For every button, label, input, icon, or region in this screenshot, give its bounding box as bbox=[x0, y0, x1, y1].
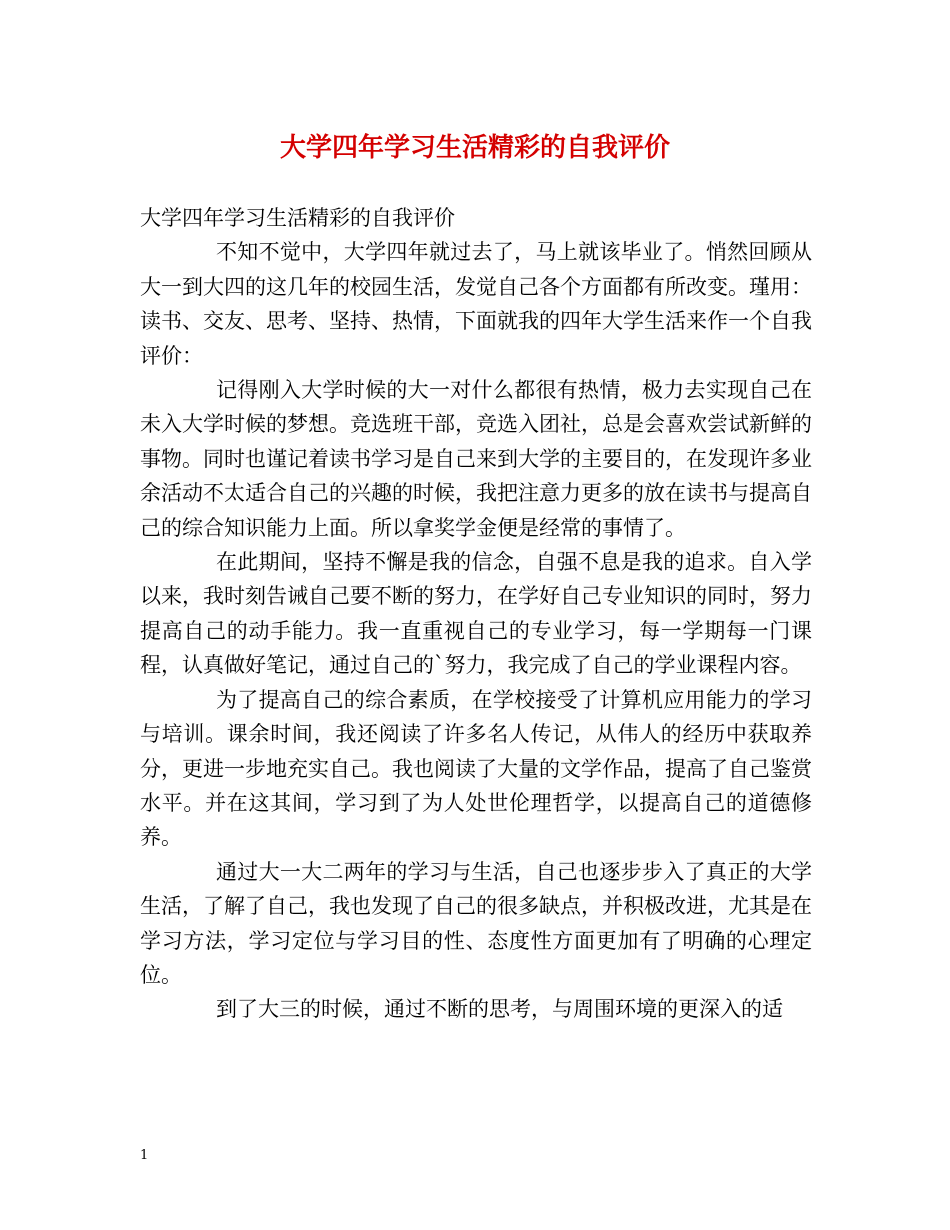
page-number: 1 bbox=[140, 1148, 149, 1163]
paragraph-5: 通过大一大二两年的学习与生活，自己也逐步步入了真正的大学生活，了解了自己，我也发现了自己的很多缺点，并积极改进，尤其是在学习方法，学习定位与学习目的性、态度性方面更加有了明确的心理定位。 bbox=[140, 859, 812, 987]
document-subtitle: 大学四年学习生活精彩的自我评价 bbox=[140, 206, 455, 230]
document-body bbox=[140, 201, 812, 1027]
paragraph-1: 不知不觉中，大学四年就过去了，马上就该毕业了。悄然回顾从大一到大四的这几年的校园生活，发觉自己各个方面都有所改变。瑾用：读书、交友、思考、坚持、热情，下面就我的四年大学生活来作一个自我评价： bbox=[140, 240, 812, 368]
paragraph-2: 记得刚入大学时候的大一对什么都很有热情，极力去实现自己在未入大学时候的梦想。竞选班干部，竞选入团社，总是会喜欢尝试新鲜的事物。同时也谨记着读书学习是自己来到大学的主要目的，在发现许多业余活动不太适合自己的兴趣的时候，我把注意力更多的放在读书与提高自己的综合知识能力上面。所以拿奖学金便是经常的事情了。 bbox=[140, 378, 812, 540]
paragraph-4: 为了提高自己的综合素质，在学校接受了计算机应用能力的学习与培训。课余时间，我还阅读了许多名人传记，从伟人的经历中获取养分，更进一步地充实自己。我也阅读了大量的文学作品，提高了自己鉴赏水平。并在这其间，学习到了为人处世伦理哲学，以提高自己的道德修养。 bbox=[140, 687, 812, 850]
paragraph-6: 到了大三的时候，通过不断的思考，与周围环境的更深入的适 bbox=[216, 997, 783, 1022]
paragraph-3: 在此期间，坚持不懈是我的信念，自强不息是我的追求。自入学以来，我时刻告诫自己要不断的努力，在学好自己专业知识的同时，努力提高自己的动手能力。我一直重视自己的专业学习，每一学期每一门课程，认真做好笔记，通过自己的`努力，我完成了自己的学业课程内容。 bbox=[140, 550, 812, 678]
document-title: 大学四年学习生活精彩的自我评价 bbox=[279, 133, 670, 163]
